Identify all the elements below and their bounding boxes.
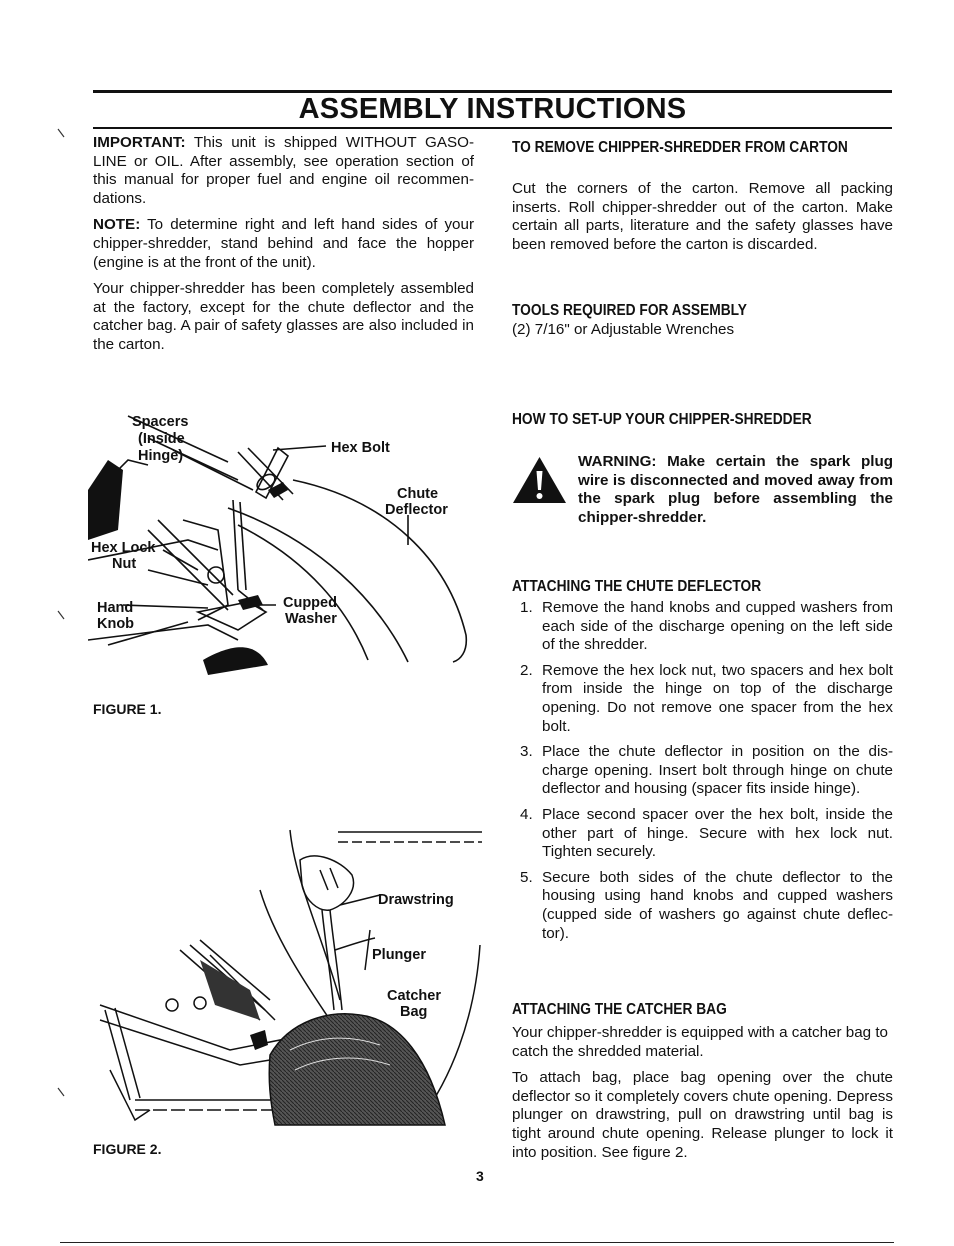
label-chute: Chute xyxy=(397,486,439,502)
label-cupped: Cupped xyxy=(283,595,337,611)
assembled-paragraph: Your chipper-shredder has been completely assembled at the factory, except for the chute deflector and the catcher bag. A pair of safety glasses are also included in the carton. xyxy=(93,280,474,353)
label-knob: Knob xyxy=(97,616,135,632)
label-hand: Hand xyxy=(97,600,134,616)
margin-mark-icon xyxy=(57,128,65,138)
step-text: Place second spacer over the hex bolt, inside the other part of hinge. Secure with hex lock nut. Tighten securely. xyxy=(542,805,893,861)
catcher-paragraph-2: To attach bag, place bag opening over the chute deflector so it completely covers chute opening. Depress plunger on drawstring, pull on drawstring until bag is tight around chute opening. Release plunger to lock it into position. See figure 2. xyxy=(512,1069,893,1161)
remove-text: Cut the corners of the carton. Remove all packing inserts. Roll chipper-shredder out of the carton. Make certain all parts, literature and the safety glasses have been removed before the carton is discarded. xyxy=(512,180,893,253)
header-rule-bottom xyxy=(93,127,892,129)
label-inside: (Inside xyxy=(138,431,185,447)
list-item xyxy=(512,743,893,799)
warning-text: WARNING: Make certain the spark plug wire is disconnected and moved away from the spark plug before assembling the chipper-shredder. xyxy=(578,453,893,526)
intro-section xyxy=(93,134,474,363)
figure-1-caption: FIGURE 1. xyxy=(93,701,162,717)
step-number: 4. xyxy=(520,805,533,823)
figure-2-illustration xyxy=(90,820,485,1130)
chute-heading: ATTACHING THE CHUTE DEFLECTOR xyxy=(512,578,762,595)
footer-rule xyxy=(60,1242,894,1243)
page-title: ASSEMBLY INSTRUCTIONS xyxy=(298,93,687,125)
label-plunger: Plunger xyxy=(372,947,426,963)
important-text: This unit is shipped WITHOUT GASOLINE or OIL. After assembly, see operation section of this manual for proper fuel and engine oil recommendations. xyxy=(93,134,474,207)
step-number: 3. xyxy=(520,743,533,761)
list-item xyxy=(512,599,893,655)
setup-heading: HOW TO SET-UP YOUR CHIPPER-SHREDDER xyxy=(512,411,812,428)
step-text: Remove the hex lock nut, two spacers and hex bolt from inside the hinge on top of the discharge opening. Do not remove one spacer from the hex bolt. xyxy=(542,661,893,735)
label-deflector: Deflector xyxy=(385,502,448,518)
important-label: IMPORTANT: xyxy=(93,134,186,151)
label-nut: Nut xyxy=(112,556,137,572)
catcher-heading: ATTACHING THE CATCHER BAG xyxy=(512,1001,727,1018)
step-number: 5. xyxy=(520,868,533,886)
remove-heading: TO REMOVE CHIPPER-SHREDDER FROM CARTON xyxy=(512,139,848,156)
step-number: 1. xyxy=(520,599,533,616)
list-item xyxy=(512,662,893,736)
figure-2-caption: FIGURE 2. xyxy=(93,1141,162,1157)
label-bag: Bag xyxy=(400,1004,428,1020)
label-catcher: Catcher xyxy=(387,988,441,1004)
step-text: Remove the hand knobs and cupped washers from each side of the discharge opening on the left side of the shredder. xyxy=(542,599,893,654)
note-text: To determine right and left hand sides of your chipper-shredder, stand behind and face the hopper (engine is at the front of the unit). xyxy=(93,216,474,271)
catcher-paragraph-1: Your chipper-shredder is equipped with a catcher bag to catch the shredded material. xyxy=(512,1024,888,1060)
margin-mark-icon xyxy=(57,610,65,620)
warning-triangle-icon xyxy=(511,455,568,505)
label-washer: Washer xyxy=(285,611,337,627)
tools-text: (2) 7/16" or Adjustable Wrenches xyxy=(512,321,735,338)
note-paragraph xyxy=(93,216,474,272)
important-paragraph xyxy=(93,134,474,208)
label-hinge: Hinge) xyxy=(138,448,184,464)
step-text: Secure both sides of the chute deflector to the housing using hand knobs and cupped washers (cupped side of washers go against chute deflector). xyxy=(542,868,893,942)
page-number: 3 xyxy=(476,1168,484,1184)
note-label: NOTE: xyxy=(93,216,141,234)
margin-mark-icon xyxy=(57,1087,65,1097)
label-spacers: Spacers xyxy=(132,414,189,430)
step-number: 2. xyxy=(520,661,533,679)
label-hex-bolt: Hex Bolt xyxy=(331,440,390,456)
step-text: Place the chute deflector in position on the discharge opening. Insert bolt through hinge on chute deflector and housing (spacer fits inside hinge). xyxy=(542,743,893,798)
label-drawstring: Drawstring xyxy=(378,892,454,908)
label-hex-lock: Hex Lock xyxy=(91,540,156,556)
tools-heading: TOOLS REQUIRED FOR ASSEMBLY xyxy=(512,302,747,319)
list-item xyxy=(512,806,893,862)
catcher-section-text xyxy=(512,1024,893,1162)
chute-steps-list xyxy=(512,599,893,950)
list-item xyxy=(512,869,893,943)
